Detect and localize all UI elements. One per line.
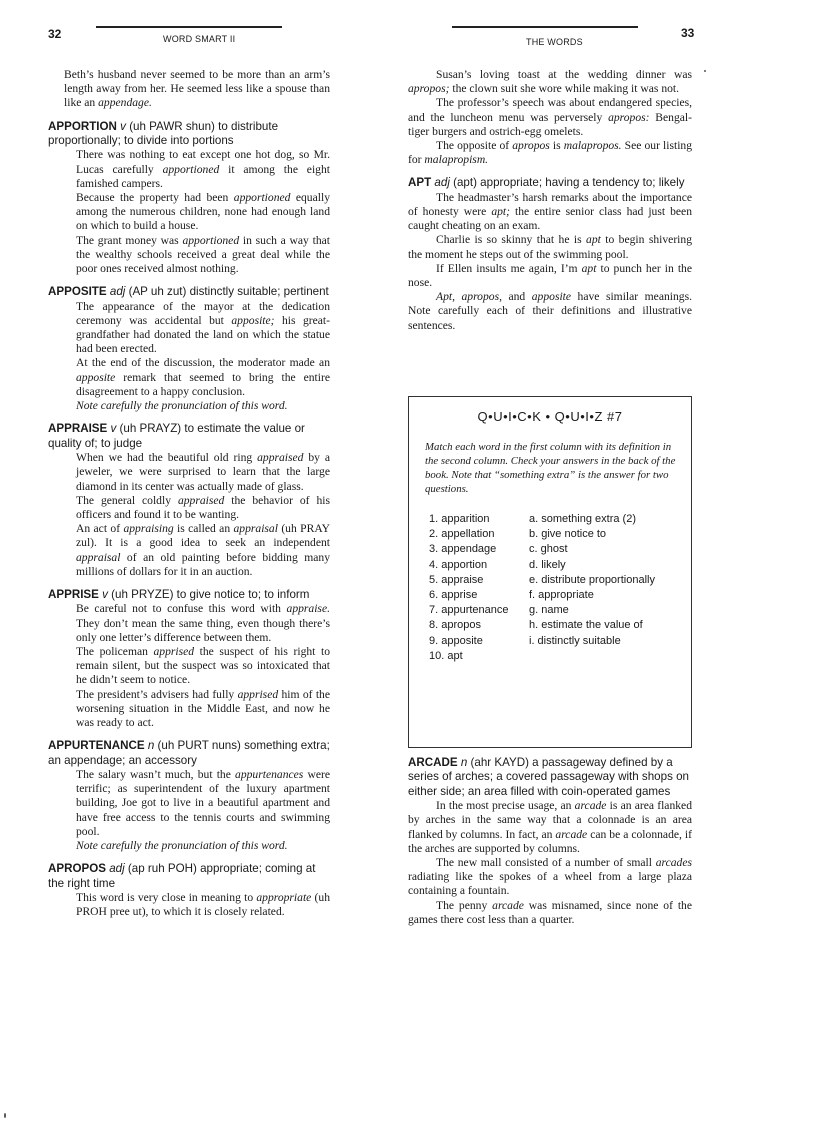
right-running-head: THE WORDS (526, 37, 583, 47)
apportion-example-2: Because the property had been apportioned equally among the numerous children, none had enough land on which to build a house. (76, 191, 330, 233)
quiz-definition: e. distribute proportionally (529, 573, 655, 586)
appraise-example-2: The general coldly appraised the behavior of his officers and found it to be wanting. (76, 493, 331, 521)
apt-example-2: Charlie is so skinny that he is apt to begin shivering the moment he steps out of the swimming pool. (408, 233, 692, 261)
quiz-row (429, 649, 683, 664)
apropos-example-3: The professor’s speech was about endangered species, and the luncheon menu was perversely apropos: Bengal-tiger burgers and ostrich-egg omelets. (408, 96, 692, 138)
apt-example-3: If Ellen insults me again, I’m apt to punch her in the nose. (408, 261, 692, 290)
entry-arcade-head: ARCADE n (ahr KAYD) a passageway defined by a series of arches; a covered passageway with shops on either side; an area filled with coin-operated games (408, 756, 689, 798)
appurtenance-example-1: The salary wasn’t much, but the appurtenances were terrific; as superintendent of the luxury apartment building, Joe got to live in a beautiful apartment and have free access to the tennis courts and swimming pool. (76, 767, 330, 838)
quiz-row (429, 573, 683, 588)
right-page-number: 33 (681, 26, 695, 40)
quiz-word: 8. apropos (429, 619, 481, 632)
apropos-example-1: This word is very close in meaning to appropriate (uh PROH pree ut), to which it is closely related. (76, 891, 330, 919)
appurtenance-note: Note carefully the pronunciation of this word. (76, 838, 288, 852)
entry-appurtenance-head: APPURTENANCE n (uh PURT nuns) something extra; an appendage; an accessory (48, 739, 330, 767)
apropos-opposite: The opposite of apropos is malapropos. See our listing for malapropism. (408, 139, 693, 167)
quiz-word: 5. appraise (429, 573, 484, 586)
quiz-word: 1. apparition (429, 513, 490, 525)
apprise-example-1: Be careful not to confuse this word with appraise. They don’t mean the same thing, even though there’s only one letter’s difference between them. (76, 602, 330, 644)
right-column (408, 68, 692, 333)
quiz-row (429, 542, 683, 557)
quiz-definition: f. appropriate (529, 589, 594, 602)
left-running-head: WORD SMART II (163, 34, 236, 44)
quiz-word: 3. appendage (429, 543, 497, 556)
quiz-row (429, 558, 683, 573)
scan-speck (4, 1113, 6, 1118)
quiz-definition: c. ghost (529, 543, 568, 556)
apt-note: Apt, apropos, and apposite have similar meanings. Note carefully each of their definitions and illustrative sentences. (408, 290, 692, 332)
quiz-items (429, 512, 683, 664)
intro-paragraph: Beth’s husband never seemed to be more than an arm’s length away from her. He seemed less like a spouse than like an appendage. (64, 68, 330, 110)
quiz-row (429, 512, 683, 527)
quick-quiz-box (408, 396, 692, 748)
apt-example-1: The headmaster’s harsh remarks about the importance of honesty were apt; the entire senior class had just been caught cheating on an exam. (408, 190, 692, 233)
quiz-word: 6. apprise (429, 589, 478, 602)
quiz-definition: a. something extra (2) (529, 513, 636, 525)
quiz-row (429, 588, 683, 603)
entry-apprise-head: APPRISE v (uh PRYZE) to give notice to; to inform (48, 587, 310, 601)
quiz-row (429, 603, 683, 618)
quiz-definition: h. estimate the value of (529, 619, 643, 632)
appraise-example-1: When we had the beautiful old ring appraised by a jeweler, we were surprised to learn that the large diamond in its center was actually made of glass. (76, 451, 331, 493)
apprise-example-2: The policeman apprised the suspect of his right to remain silent, but the suspect was so intoxicated that he didn’t seem to notice. (76, 644, 330, 687)
quiz-word: 7. appurtenance (429, 604, 509, 617)
quiz-definition: g. name (529, 604, 569, 617)
right-header-rule (452, 26, 638, 28)
entry-apportion-head: APPORTION v (uh PAWR shun) to distribute proportionally; to divide into portions (48, 119, 279, 148)
left-header-rule (96, 26, 282, 28)
left-page-number: 32 (48, 27, 62, 41)
apprise-example-3: The president’s advisers had fully apprised him of the worsening situation in the Middle East, and now he was ready to act. (76, 687, 331, 729)
left-column (48, 68, 330, 919)
quiz-title: Q•U•I•C•K • Q•U•I•Z #7 (477, 409, 623, 424)
apportion-example-1: There was nothing to eat except one hot dog, so Mr. Lucas carefully apportioned it among the eight famished campers. (76, 148, 330, 190)
quiz-word: 4. apportion (429, 558, 488, 571)
scan-speck (704, 70, 706, 72)
quiz-row (429, 618, 683, 633)
arcade-example-3: The penny arcade was misnamed, since none of the games there cost less than a quarter. (408, 898, 693, 926)
quiz-word: 9. apposite (429, 634, 483, 647)
quiz-word: 10. apt (429, 649, 463, 662)
entry-apropos-head: APROPOS adj (ap ruh POH) appropriate; coming at the right time (48, 862, 316, 890)
entry-apt-head: APT adj (apt) appropriate; having a tendency to; likely (408, 176, 685, 190)
apportion-example-3: The grant money was apportioned in such a way that the wealthy schools received a great deal while the poor ones received almost nothing. (76, 233, 330, 276)
apropos-example-2: Susan’s loving toast at the wedding dinner was apropos; the clown suit she wore while making it was not. (408, 68, 692, 96)
apposite-example-2: At the end of the discussion, the moderator made an apposite remark that seemed to bring the entire disagreement to a happy conclusion. (76, 356, 330, 398)
apposite-note: Note carefully the pronunciation of this word. (76, 399, 288, 413)
quiz-definition: b. give notice to (529, 528, 607, 541)
quiz-word: 2. appellation (429, 528, 495, 541)
arcade-column (408, 756, 692, 927)
entry-appraise-head: APPRAISE v (uh PRAYZ) to estimate the value or quality of; to judge (48, 422, 305, 450)
quiz-row (429, 634, 683, 649)
quiz-instructions: Match each word in the first column with its definition in the second column. Check your answers in the back of the book. Note that “something extra” is the answer for two questions. (425, 441, 676, 495)
apposite-example-1: The appearance of the mayor at the dedication ceremony was accidental but apposite; his great-grandfather had donated the land on which the statue had been erected. (76, 299, 331, 356)
entry-apposite-head: APPOSITE adj (AP uh zut) distinctly suitable; pertinent (48, 285, 329, 299)
arcade-example-1: In the most precise usage, an arcade is an area flanked by arches in the same way that a colonnade is an area flanked by columns. In fact, an arcade can be a colonnade, if the arches are supported by columns. (408, 799, 692, 855)
quiz-definition: d. likely (529, 558, 566, 571)
arcade-example-2: The new mall consisted of a number of small arcades radiating like the spokes of a wheel from a large plaza containing a fountain. (408, 856, 692, 898)
quiz-row (429, 527, 683, 542)
quiz-definition: i. distinctly suitable (529, 634, 621, 647)
appraise-example-3: An act of appraising is called an appraisal (uh PRAY zul). It is a good idea to seek an independent appraisal of an old painting before bidding many millions of dollars for it in an auction. (76, 522, 330, 578)
